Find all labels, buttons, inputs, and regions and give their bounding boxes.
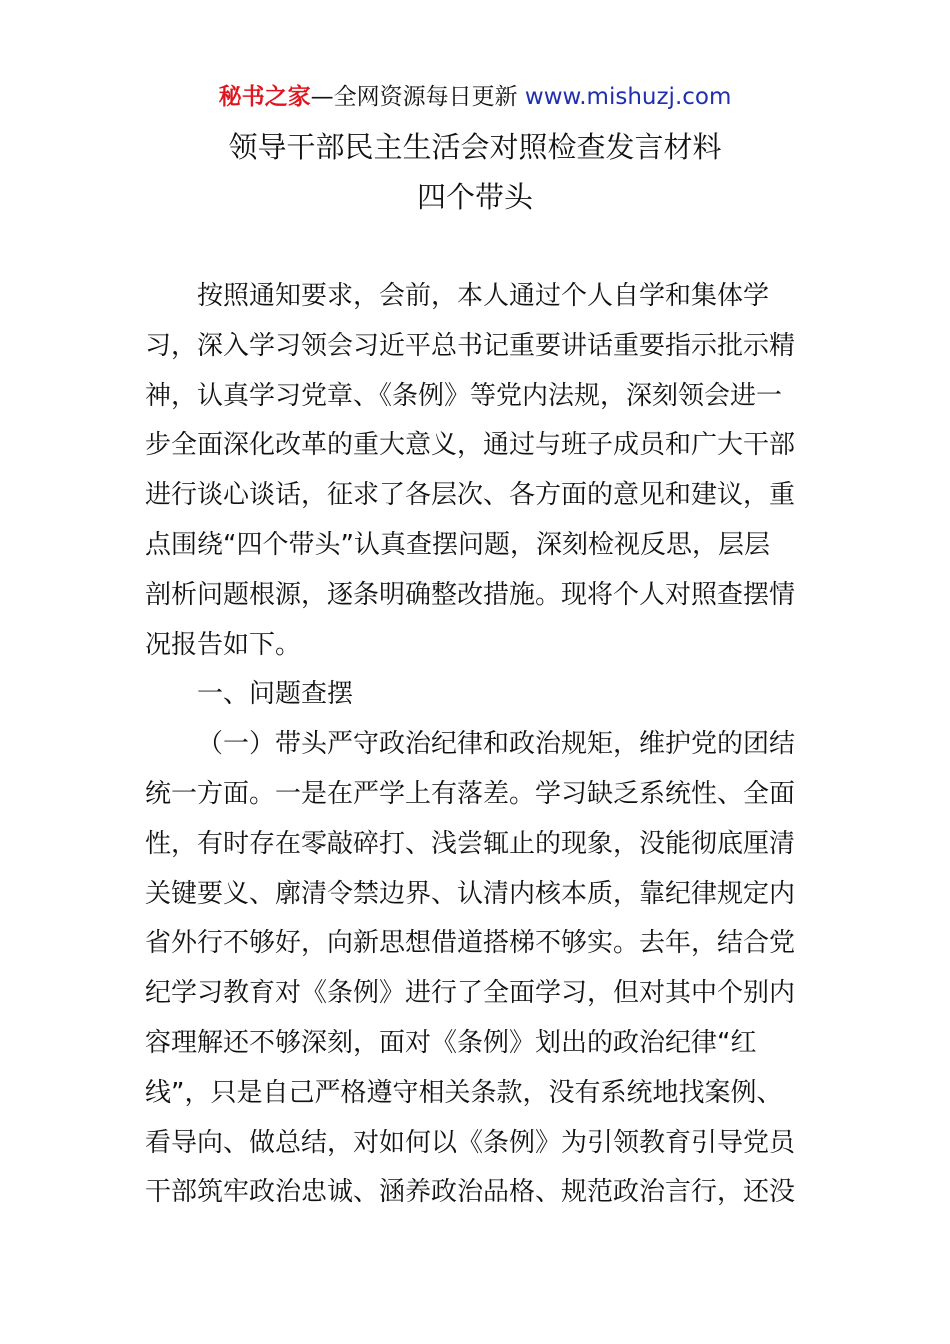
site-url-link[interactable]: www.mishuzj.com (524, 84, 732, 110)
paragraph-line: 看导向、做总结，对如何以《条例》为引领教育引导党员 (145, 1127, 796, 1158)
paragraph-line: 线”，只是自己严格遵守相关条款，没有系统地找案例、 (145, 1077, 783, 1108)
paragraph-line: 点围绕“四个带头”认真查摆问题，深刻检视反思，层层 (145, 529, 770, 560)
paragraph-line: 神，认真学习党章、《条例》等党内法规，深刻领会进一 (145, 380, 783, 411)
paragraph-line: 容理解还不够深刻，面对《条例》划出的政治纪律“红 (145, 1027, 757, 1058)
paragraph-line: 况报告如下。 (145, 629, 302, 660)
paragraph-line: 统一方面。一是在严学上有落差。学习缺乏系统性、全面 (145, 778, 796, 809)
paragraph-line: 纪学习教育对《条例》进行了全面学习，但对其中个别内 (145, 978, 796, 1009)
document-title: 领导干部民主生活会对照检查发言材料 (228, 130, 722, 164)
paragraph-line: 步全面深化改革的重大意义，通过与班子成员和广大干部 (145, 430, 796, 461)
paragraph-line: （一）带头严守政治纪律和政治规矩，维护党的团结 (197, 729, 796, 760)
site-header (0, 80, 950, 114)
brand-name: 秘书之家 (218, 84, 311, 110)
paragraph-line: 习，深入学习领会习近平总书记重要讲话重要指示批示精 (145, 330, 796, 361)
paragraph-line: 性，有时存在零敲碎打、浅尝辄止的现象，没能彻底厘清 (145, 828, 796, 859)
paragraph-line: 干部筑牢政治忠诚、涵养政治品格、规范政治言行，还没 (145, 1177, 796, 1208)
paragraph-line: 关键要义、廓清令禁边界、认清内核本质，靠纪律规定内 (145, 878, 796, 909)
site-tagline: —全网资源每日更新 (310, 84, 525, 110)
section-heading: 一、问题查摆 (197, 679, 354, 710)
paragraph-line: 省外行不够好，向新思想借道搭梯不够实。去年，结合党 (145, 928, 796, 959)
paragraph-line: 按照通知要求，会前，本人通过个人自学和集体学 (197, 281, 770, 311)
document-subtitle: 四个带头 (416, 180, 533, 214)
document-body (145, 272, 807, 1218)
paragraph-line: 剖析问题根源，逐条明确整改措施。现将个人对照查摆情 (145, 579, 796, 610)
paragraph-line: 进行谈心谈话，征求了各层次、各方面的意见和建议，重 (145, 480, 796, 511)
